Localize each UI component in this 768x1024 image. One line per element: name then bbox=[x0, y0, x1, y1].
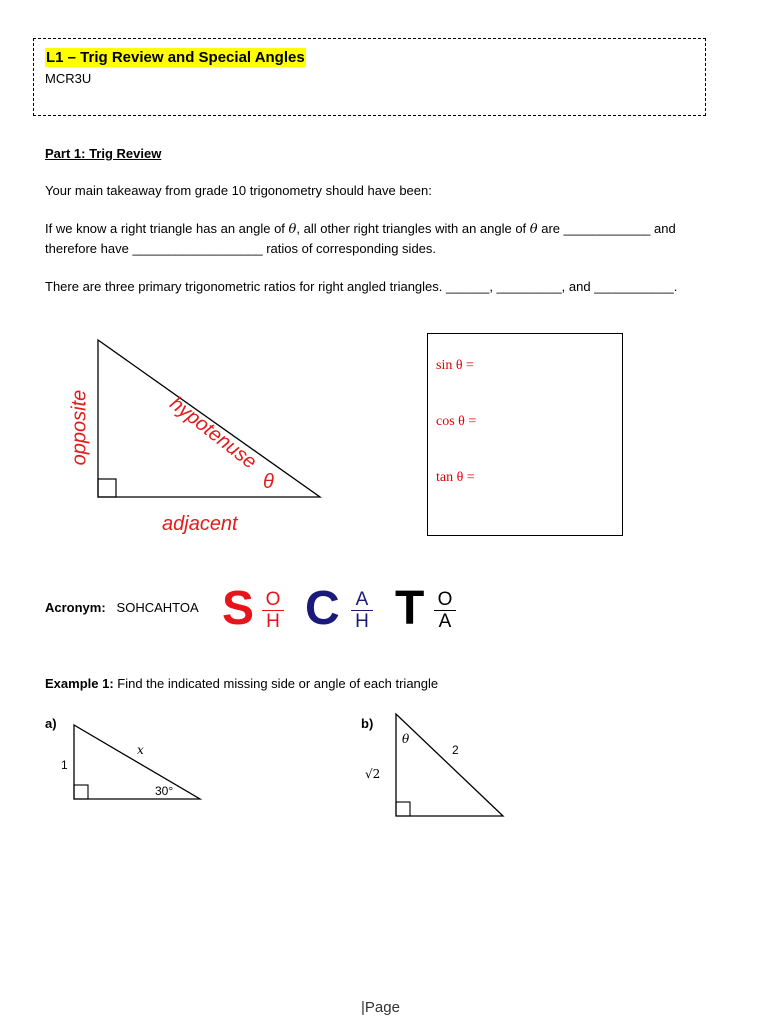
example-a-angle: 30° bbox=[155, 784, 174, 798]
cos-denominator: H bbox=[355, 611, 369, 632]
sohcahtoa-t: T bbox=[395, 582, 425, 635]
acronym-row bbox=[45, 600, 199, 615]
similar-text-c: are ____________ and bbox=[537, 221, 676, 236]
tan-ratio: tan θ = bbox=[436, 470, 475, 485]
similar-text-a: If we know a right triangle has an angle of bbox=[45, 221, 289, 236]
tan-denominator: A bbox=[438, 611, 452, 632]
sin-numerator: O bbox=[262, 590, 284, 611]
sin-fraction bbox=[262, 590, 284, 631]
sohcahtoa-s: S bbox=[222, 582, 255, 635]
primary-ratios-text: There are three primary trigonometric ratios for right angled triangles. ______, _________, and ___________. bbox=[45, 279, 678, 294]
hypotenuse-label: hypotenuse bbox=[165, 392, 261, 474]
example1-label: Example 1: bbox=[45, 676, 114, 691]
sin-ratio: sin θ = bbox=[436, 358, 474, 373]
adjacent-label: adjacent bbox=[162, 513, 238, 535]
example-b-right-angle bbox=[396, 802, 410, 816]
acronym-label: Acronym: bbox=[45, 600, 106, 615]
example-a-hyp: x bbox=[137, 743, 144, 757]
example-b-label: b) bbox=[361, 716, 374, 731]
example-a-right-angle bbox=[74, 785, 88, 799]
cos-ratio: cos θ = bbox=[436, 414, 477, 429]
sin-denominator: H bbox=[266, 611, 280, 632]
tan-numerator: O bbox=[434, 590, 456, 611]
cos-fraction bbox=[351, 590, 373, 631]
takeaway-text: Your main takeaway from grade 10 trigonometry should have been: bbox=[45, 183, 432, 198]
part1-heading: Part 1: Trig Review bbox=[45, 146, 162, 161]
course-code: MCR3U bbox=[45, 71, 92, 86]
acronym-word: SOHCAHTOA bbox=[116, 600, 199, 615]
opposite-label: opposite bbox=[68, 389, 91, 466]
example-b-triangle bbox=[396, 714, 503, 816]
example-b-hyp: 2 bbox=[452, 743, 459, 757]
example-b-side: √2 bbox=[365, 767, 381, 781]
sohcahtoa-c: C bbox=[305, 582, 340, 635]
example1-prompt bbox=[45, 676, 438, 691]
example-a-label: a) bbox=[45, 716, 57, 731]
example-a-triangle bbox=[74, 725, 200, 799]
cos-numerator: A bbox=[351, 590, 373, 611]
theta-symbol: θ bbox=[288, 222, 297, 237]
page-footer: |Page bbox=[361, 999, 400, 1016]
example1-text: Find the indicated missing side or angle of each triangle bbox=[113, 676, 439, 691]
tan-fraction bbox=[434, 590, 456, 631]
theta-symbol: θ bbox=[529, 222, 538, 237]
example-a-side: 1 bbox=[61, 758, 68, 772]
page-title: L1 – Trig Review and Special Angles bbox=[46, 49, 305, 66]
similar-text-b: , all other right triangles with an angle of bbox=[296, 221, 530, 236]
right-angle-marker bbox=[98, 479, 116, 497]
similar-triangles-line2: therefore have __________________ ratios of corresponding sides. bbox=[45, 241, 437, 256]
example-b-angle: θ bbox=[402, 732, 410, 746]
theta-angle-label: θ bbox=[263, 471, 274, 493]
